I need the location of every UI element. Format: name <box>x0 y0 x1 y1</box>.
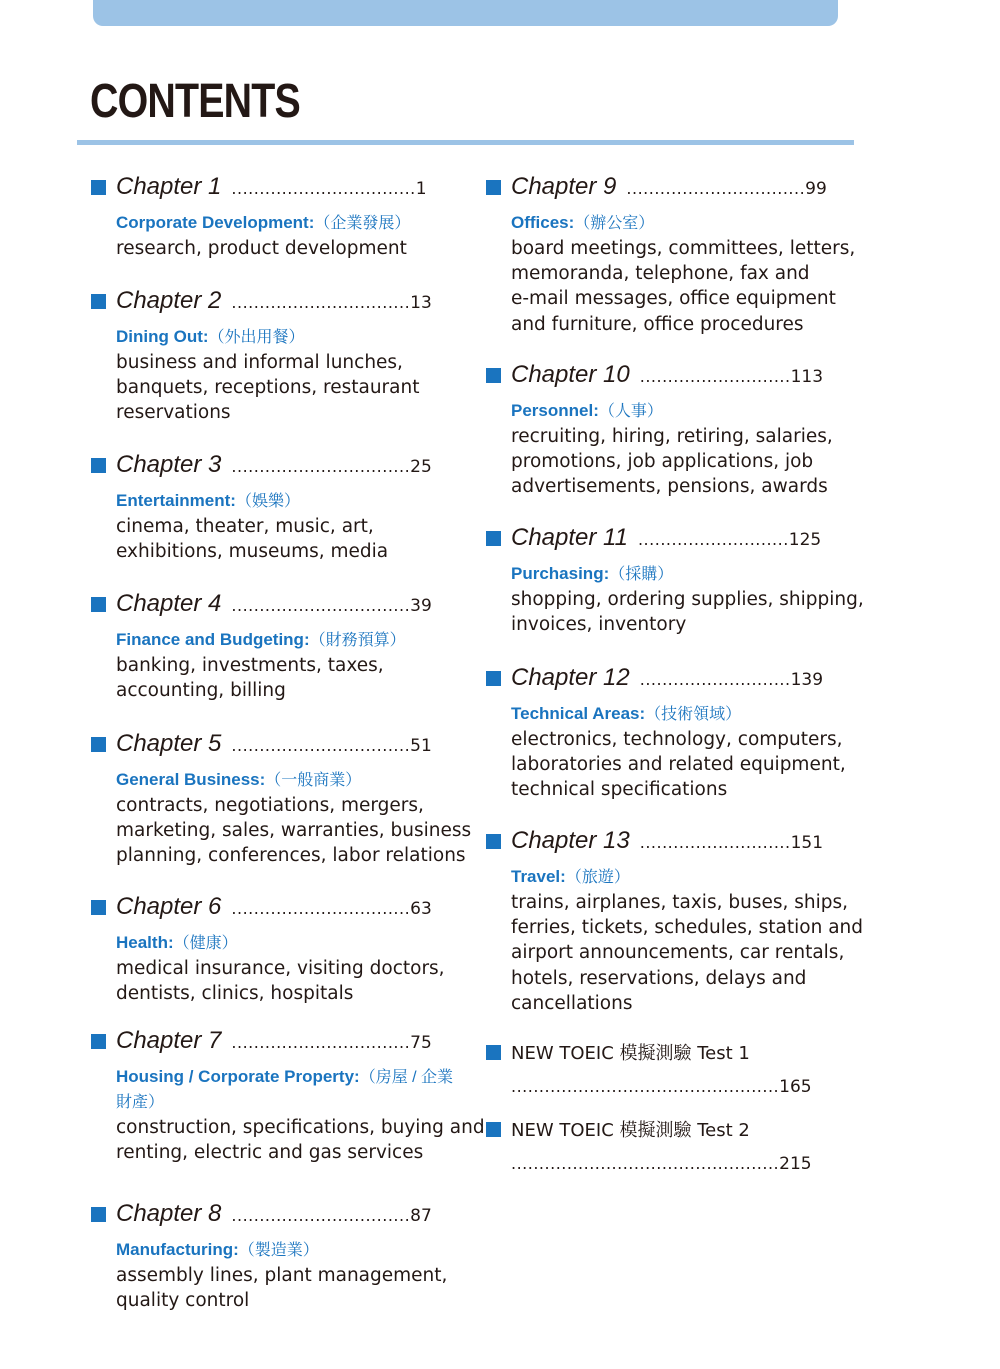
topic-line: medical insurance, visiting doctors, <box>116 958 445 979</box>
category-en: Health: <box>116 933 174 952</box>
square-bullet-icon <box>486 531 501 546</box>
topic-line: construction, specifications, buying and <box>116 1117 485 1138</box>
category-title <box>116 628 466 653</box>
square-bullet-icon <box>91 597 106 612</box>
toc-entry-chapter-5 <box>91 730 472 869</box>
toc-entry-heading <box>91 893 466 923</box>
category-title <box>511 702 866 727</box>
toc-entry-heading <box>486 1116 866 1146</box>
category-title <box>116 1065 466 1115</box>
category-en: Housing / Corporate Property: <box>116 1067 360 1086</box>
chapter-body <box>116 489 466 564</box>
square-bullet-icon <box>91 1207 106 1222</box>
chapter-label: Chapter 3 <box>116 451 222 478</box>
toc-entry-chapter-9 <box>486 173 866 337</box>
category-en: Technical Areas: <box>511 704 646 723</box>
topic-line: cancellations <box>511 992 633 1014</box>
leader-dots: ................................ <box>626 179 806 198</box>
square-bullet-icon <box>486 1045 501 1060</box>
toc-entry-test-1 <box>486 1039 866 1097</box>
toc-entry-chapter-11 <box>486 524 866 637</box>
category-en: Dining Out: <box>116 327 209 346</box>
toc-entry-chapter-12 <box>486 664 866 803</box>
topic-line: shopping, ordering supplies, shipping, <box>511 589 864 610</box>
square-bullet-icon <box>91 294 106 309</box>
toc-entry-chapter-13 <box>486 827 866 1016</box>
leader-dots: ................................................ <box>511 1154 780 1173</box>
chapter-body <box>511 865 866 1016</box>
topic-line: assembly lines, plant management, <box>116 1265 448 1286</box>
chapter-label: Chapter 10 <box>511 361 630 388</box>
category-en: Finance and Budgeting: <box>116 630 310 649</box>
page-number: 165 <box>779 1077 812 1097</box>
test-page-line <box>511 1077 866 1097</box>
category-title <box>116 211 466 236</box>
leader-dots: ................................ <box>231 1033 411 1052</box>
square-bullet-icon <box>91 180 106 195</box>
top-decorative-band <box>93 0 838 26</box>
page-number: 51 <box>410 736 432 756</box>
page-number: 13 <box>410 293 432 313</box>
topic-line: business and informal lunches, <box>116 352 403 373</box>
topic-line: technical specifications <box>511 779 728 801</box>
toc-entry-chapter-1 <box>91 173 466 261</box>
category-zh: （健康） <box>173 935 238 952</box>
chapter-label: Chapter 5 <box>116 730 222 757</box>
topic-line: accounting, billing <box>116 680 286 702</box>
leader-dots: ........................... <box>637 530 789 549</box>
category-zh: （娛樂） <box>235 493 300 510</box>
page-number: 1 <box>415 179 427 199</box>
square-bullet-icon <box>486 834 501 849</box>
category-zh: （辦公室） <box>574 215 655 232</box>
topic-line: planning, conferences, labor relations <box>116 845 466 867</box>
chapter-body <box>511 702 866 803</box>
topic-line: advertisements, pensions, awards <box>511 476 828 498</box>
category-en: Purchasing: <box>511 564 610 583</box>
topic-line: board meetings, committees, letters, <box>511 238 856 259</box>
toc-entry-heading <box>486 664 866 694</box>
chapter-body <box>116 1238 466 1313</box>
category-zh: （財務預算） <box>309 632 406 649</box>
topic-line: hotels, reservations, delays and <box>511 967 807 989</box>
page-title: CONTENTS <box>90 75 300 128</box>
category-en: Entertainment: <box>116 491 236 510</box>
leader-dots: ................................ <box>231 736 411 755</box>
page-number: 215 <box>779 1154 812 1174</box>
category-title <box>116 489 466 514</box>
topic-line: invoices, inventory <box>511 614 687 636</box>
category-en: Personnel: <box>511 401 599 420</box>
chapter-body <box>511 399 866 500</box>
square-bullet-icon <box>486 180 501 195</box>
category-title <box>116 325 466 350</box>
topic-line: ferries, tickets, schedules, station and <box>511 917 864 939</box>
chapter-label: Chapter 9 <box>511 173 617 200</box>
topic-line: promotions, job applications, job <box>511 451 814 473</box>
toc-entry-test-2 <box>486 1116 866 1174</box>
topic-line: airport announcements, car rentals, <box>511 942 845 964</box>
page-number: 39 <box>410 596 432 616</box>
page-number: 25 <box>410 457 432 477</box>
toc-entry-chapter-4 <box>91 590 466 703</box>
category-zh: （一般商業） <box>265 772 362 789</box>
topic-line: trains, airplanes, taxis, buses, ships, <box>511 892 849 913</box>
leader-dots: ........................... <box>639 833 791 852</box>
category-zh: （採購） <box>609 566 674 583</box>
category-zh: （旅遊） <box>565 869 630 886</box>
square-bullet-icon <box>486 1122 501 1137</box>
chapter-label: Chapter 13 <box>511 827 630 854</box>
topic-line: banquets, receptions, restaurant <box>116 377 420 399</box>
leader-dots: ................................ <box>231 1206 411 1225</box>
category-en: Offices: <box>511 213 575 232</box>
category-zh: （製造業） <box>238 1242 319 1259</box>
page-number: 99 <box>805 179 827 199</box>
toc-entry-heading <box>486 827 866 857</box>
category-en: General Business: <box>116 770 266 789</box>
test-label: NEW TOEIC 模擬測驗 Test 2 <box>511 1120 750 1141</box>
toc-entry-heading <box>91 451 466 481</box>
leader-dots: ................................ <box>231 596 411 615</box>
chapter-label: Chapter 1 <box>116 173 222 200</box>
square-bullet-icon <box>486 368 501 383</box>
chapter-body <box>116 628 466 703</box>
category-zh: （房屋 / 企業財產） <box>116 1069 454 1111</box>
test-label: NEW TOEIC 模擬測驗 Test 1 <box>511 1043 750 1064</box>
topic-line: exhibitions, museums, media <box>116 541 389 563</box>
category-zh: （企業發展） <box>314 215 411 232</box>
category-title <box>511 211 866 236</box>
category-title <box>116 931 466 956</box>
category-en: Travel: <box>511 867 566 886</box>
topic-line: reservations <box>116 402 231 424</box>
chapter-body <box>116 1065 485 1165</box>
chapter-label: Chapter 2 <box>116 287 222 314</box>
chapter-label: Chapter 4 <box>116 590 222 617</box>
topic-line: recruiting, hiring, retiring, salaries, <box>511 426 833 447</box>
topic-line: marketing, sales, warranties, business <box>116 820 472 842</box>
page-number: 113 <box>790 367 824 387</box>
topic-line: quality control <box>116 1290 250 1312</box>
leader-dots: ........................... <box>639 367 791 386</box>
category-title <box>116 1238 466 1263</box>
toc-entry-heading <box>91 730 466 760</box>
page-number: 87 <box>410 1206 432 1226</box>
toc-entry-heading <box>486 1039 866 1069</box>
leader-dots: ................................ <box>231 899 411 918</box>
toc-entry-chapter-6 <box>91 893 466 1006</box>
category-title <box>511 865 866 890</box>
toc-entry-heading <box>486 361 866 391</box>
category-en: Corporate Development: <box>116 213 315 232</box>
toc-entry-chapter-8 <box>91 1200 466 1313</box>
square-bullet-icon <box>91 737 106 752</box>
toc-entry-chapter-7 <box>91 1027 485 1165</box>
toc-entry-chapter-2 <box>91 287 466 426</box>
toc-entry-heading <box>91 1200 466 1230</box>
chapter-label: Chapter 12 <box>511 664 630 691</box>
category-title <box>511 562 866 587</box>
leader-dots: ................................. <box>231 179 416 198</box>
chapter-body <box>511 562 866 637</box>
square-bullet-icon <box>91 1034 106 1049</box>
page-number: 139 <box>790 670 824 690</box>
topic-line: banking, investments, taxes, <box>116 655 384 676</box>
chapter-body <box>116 211 466 261</box>
topic-line: laboratories and related equipment, <box>511 754 846 776</box>
toc-entry-heading <box>91 173 466 203</box>
square-bullet-icon <box>91 900 106 915</box>
topic-line: renting, electric and gas services <box>116 1142 424 1164</box>
page-number: 151 <box>790 833 824 853</box>
topic-line: cinema, theater, music, art, <box>116 516 374 537</box>
leader-dots: ................................ <box>231 457 411 476</box>
page-number: 125 <box>788 530 822 550</box>
chapter-label: Chapter 11 <box>511 524 628 551</box>
topic-line: and furniture, office procedures <box>511 313 804 335</box>
category-title <box>511 399 866 424</box>
category-zh: （人事） <box>598 403 663 420</box>
toc-entry-heading <box>91 287 466 317</box>
topic-line: contracts, negotiations, mergers, <box>116 795 424 816</box>
test-page-line <box>511 1154 866 1174</box>
chapter-body <box>116 768 472 869</box>
chapter-label: Chapter 8 <box>116 1200 222 1227</box>
chapter-body <box>116 325 466 426</box>
leader-dots: ................................................ <box>511 1077 780 1096</box>
toc-entry-heading <box>486 173 866 203</box>
category-title <box>116 768 466 793</box>
leader-dots: ........................... <box>639 670 791 689</box>
toc-entry-heading <box>91 1027 466 1057</box>
topic-line: dentists, clinics, hospitals <box>116 983 354 1005</box>
toc-entry-chapter-10 <box>486 361 866 500</box>
category-en: Manufacturing: <box>116 1240 239 1259</box>
chapter-body <box>511 211 866 337</box>
page-number: 75 <box>410 1033 432 1053</box>
toc-entry-chapter-3 <box>91 451 466 564</box>
toc-entry-heading <box>486 524 866 554</box>
topic-line: electronics, technology, computers, <box>511 729 843 750</box>
chapter-label: Chapter 7 <box>116 1027 222 1054</box>
toc-entry-heading <box>91 590 466 620</box>
square-bullet-icon <box>486 671 501 686</box>
chapter-label: Chapter 6 <box>116 893 222 920</box>
chapter-body <box>116 931 466 1006</box>
title-underline <box>77 140 854 145</box>
topic-line: memoranda, telephone, fax and <box>511 263 810 285</box>
category-zh: （技術領域） <box>645 706 742 723</box>
topic-line: research, product development <box>116 238 407 259</box>
square-bullet-icon <box>91 458 106 473</box>
category-zh: （外出用餐） <box>208 329 305 346</box>
page-number: 63 <box>410 899 432 919</box>
topic-line: e-mail messages, office equipment <box>511 288 836 310</box>
leader-dots: ................................ <box>231 293 411 312</box>
